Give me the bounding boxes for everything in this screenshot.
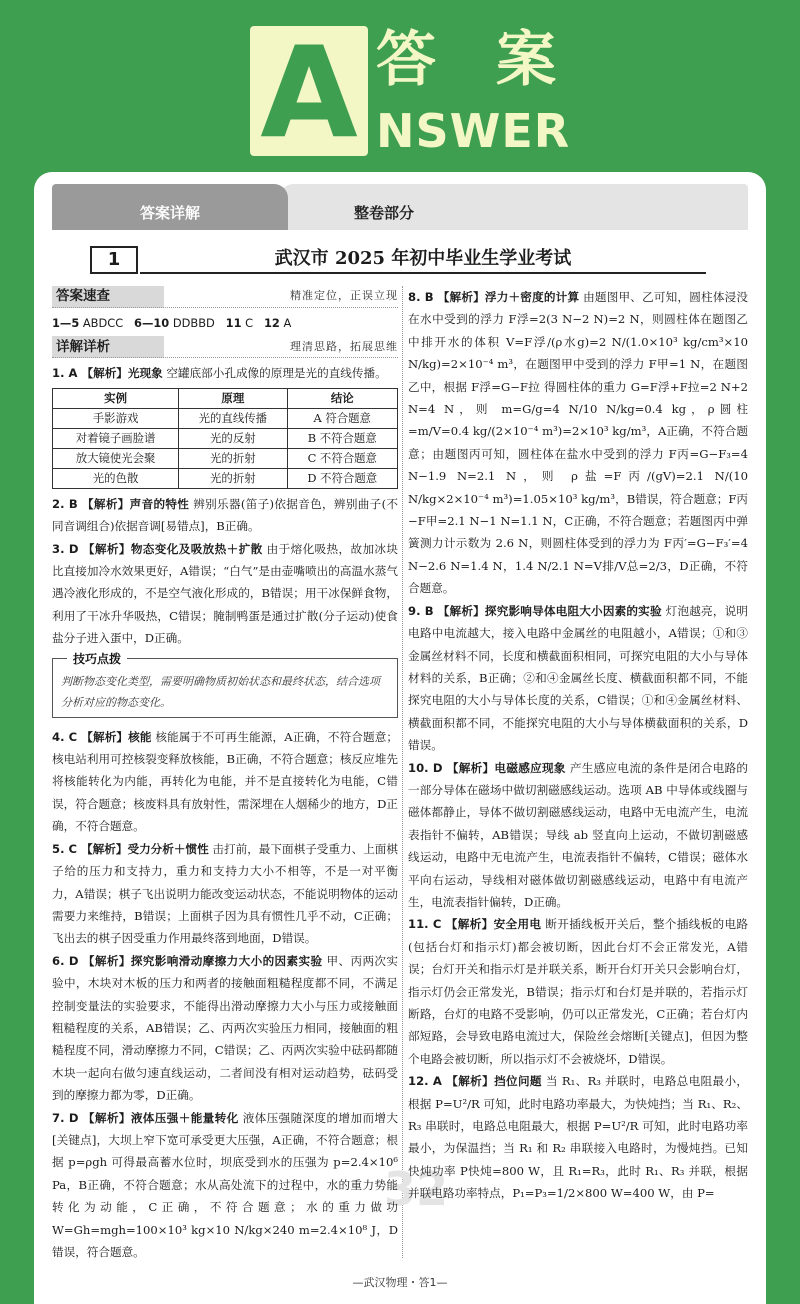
table-cell: A 符合题意 <box>287 408 398 428</box>
answer-item-10 <box>408 757 748 914</box>
answer-title-char-1: 答 <box>376 25 436 95</box>
answer-subtitle: NSWER <box>376 104 571 158</box>
answer-head: 9. B 【解析】探究影响导体电阻大小因素的实验 <box>408 603 662 618</box>
answer-item-9 <box>408 600 748 757</box>
answer-logo-box <box>250 19 368 166</box>
table-cell: 放大镜使光会聚 <box>53 448 179 468</box>
right-column <box>408 286 748 1205</box>
column-divider <box>402 286 403 1258</box>
quick-answer: C <box>245 316 254 330</box>
answer-text: 产生感应电流的条件是闭合电路的一部分导体在磁场中做切割磁感线运动。选项 AB 中导体或线圈与磁体都静止，导体不做切割磁感线运动，电路中无电流产生，电流表指针不偏转，AB错误；导线 ab 竖直向上运动，不做切割磁感线运动，电路中无电流产生，电流表指针不偏转，C错误；磁体水平向右运动，导线相对磁体做切割磁感线运动，电路中有电流产生，电流表指针偏转，D正确。 <box>408 760 748 909</box>
table-cell: D 不符合题意 <box>287 468 398 488</box>
tab-answer-detail[interactable] <box>52 184 288 230</box>
table-row <box>53 448 398 468</box>
answer-head: 4. C 【解析】核能 <box>52 729 152 744</box>
answer-text: 断开插线板开关后，整个插线板的电路(包括台灯和指示灯)都会被切断，因此台灯不会正常发光，A错误；台灯开关和指示灯是并联关系，断开台灯开关只会影响台灯，指示灯仍会正常发光，B错误；指示灯和台灯是并联的，若指示灯断路，台灯的电路不受影响，仍可以正常发光，C正确；若台灯内部短路，会导致电路电流过大，保险丝会熔断[关键点]，但因为整个电路会被切断，所以指示灯不会被烧坏，D错误。 <box>408 917 748 1066</box>
answer-head: 10. D 【解析】电磁感应现象 <box>408 760 566 775</box>
watermark: 32 <box>384 1162 449 1216</box>
page-footer: —武汉物理・答1— <box>352 1276 448 1289</box>
answer-logo-letter: A <box>260 19 358 166</box>
quick-range: 11 <box>225 316 242 330</box>
tab-whole-paper[interactable] <box>278 184 748 230</box>
answer-text: 空罐底部小孔成像的原理是光的直线传播。 <box>166 366 387 381</box>
table-header: 结论 <box>287 388 398 408</box>
table-header: 实例 <box>53 388 179 408</box>
quick-answer-list <box>52 312 398 334</box>
table-cell: 手影游戏 <box>53 408 179 428</box>
answer-item-3 <box>52 538 398 650</box>
section-title: 详解详析 <box>56 338 110 355</box>
quick-answer: ABDCC <box>82 316 124 330</box>
answer-text: 由题图甲、乙可知，圆柱体浸没在水中受到的浮力 F浮=2(3 N−2 N)=2 N，则圆柱体在题图乙中排开水的体积 V=F浮/(ρ水g)=2 N/(1.0×10³ kg/cm³×10 N/kg)=2×10⁻⁴ m³，在题图甲中受到的浮力 F甲=1 N，在题图乙中，根据 F浮=G−F拉 得圆柱体的重力 G=F浮+F拉=2 N+2 N=4 N，则 m=G/g=4 N/10 N/kg=0.4 kg，ρ圆柱=m/V=0.4 kg/(2×10⁻⁴ m³)=2×10³ kg/m³，A正确，不符合题意；由题图丙可知，圆柱体在盐水中受到的浮力 F丙=G−F₃=4 N−1.9 N=2.1 N，则 ρ盐=F丙/(gV)=2.1 N/(10 N/kg×2×10⁻⁴ m³)=1.05×10³ kg/m³，B错误，符合题意；F丙−F甲=2.1 N−1 N=1.1 N，C正确，不符合题意；若题图丙中弹簧测力计示数为 2.6 N，则圆柱体受到的浮力为 F丙′=G−F₃′=4 N−2.6 N=1.4 N，1.4 N/2.1 N=V排/V总=2/3，D正确，不符合题意。 <box>408 290 748 596</box>
exam-title: 武汉市 2025 年初中毕业生学业考试 <box>140 246 706 274</box>
table-row <box>53 408 398 428</box>
answer-text: 核能属于不可再生能源，A正确，不符合题意；核电站利用可控核裂变释放核能，B正确，不符合题意；核反应堆先将核能转化为内能，再转化为电能，并不是直接转化为电能，C错误，符合题意；核废料具有放射性，需深埋在人烟稀少的地方，D正确，不符合题意。 <box>52 729 399 834</box>
answer-item-11 <box>408 913 748 1070</box>
answer-text: 甲、丙两次实验中，木块对木板的压力和两者的接触面粗糙程度都不同，不满足控制变量法的实验要求，不能得出滑动摩擦力大小与压力或接触面粗糙程度的关系，AB错误；乙、丙两次实验压力相同，接触面的粗糙程度不同，滑动摩擦力不同，C错误；乙、丙两次实验中砝码都随木块一起向右做匀速直线运动，二者间没有相对运动趋势，砝码受到的摩擦力都为零，D正确。 <box>52 953 399 1103</box>
section-slogan: 精准定位，正误立现 <box>290 289 398 303</box>
table-cell: 光的折射 <box>179 448 287 468</box>
table-cell: 光的色散 <box>53 468 179 488</box>
answer-head: 5. C 【解析】受力分析＋惯性 <box>52 841 209 856</box>
section-detail <box>52 336 398 358</box>
table-cell: 光的反射 <box>179 428 287 448</box>
table-row <box>53 428 398 448</box>
tip-box <box>52 651 398 718</box>
answer-table <box>52 388 398 489</box>
answer-item-5 <box>52 838 398 950</box>
answer-item-2 <box>52 493 398 538</box>
answer-paper <box>34 172 766 1304</box>
quick-range: 6—10 <box>134 316 170 330</box>
table-row <box>53 468 398 488</box>
answer-head: 11. C 【解析】安全用电 <box>408 917 542 932</box>
answer-text: 击打前，最下面棋子受重力、上面棋子给的压力和支持力，重力和支持力大小不相等，不是一对平衡力，A错误；棋子飞出说明力能改变运动状态，不能说明物体的运动需要力来维持，B错误；上面棋子因为具有惯性几乎不动，C正确；飞出去的棋子因受重力作用最终落到地面，D错误。 <box>52 841 398 946</box>
tab-answer-detail-label: 答案详解 <box>139 204 200 222</box>
answer-title-char-2: 案 <box>496 25 556 95</box>
answer-item-7 <box>52 1107 398 1264</box>
quick-answer: A <box>283 316 292 330</box>
table-cell: 光的直线传播 <box>179 408 287 428</box>
answer-title <box>376 24 556 96</box>
answer-text: 灯泡越亮，说明电路中电流越大，接入电路中金属丝的电阻越小，A错误；①和③金属丝材料不同，长度和横截面积相同，可探究电阻的大小与导体材料的关系，B正确；②和④金属丝长度、横截面积都不同，不能探究电阻的大小与导体长度的关系，C错误；①和④金属丝材料、横截面积都不同，不能探究电阻的大小与导体横截面积的关系，D错误。 <box>408 603 748 753</box>
answer-head: 7. D 【解析】液体压强＋能量转化 <box>52 1110 239 1125</box>
answer-item-4 <box>52 726 398 838</box>
tab-whole-paper-label: 整卷部分 <box>354 204 415 222</box>
answer-head: 1. A 【解析】光现象 <box>52 366 163 381</box>
section-quick-answers <box>52 286 398 308</box>
table-cell: 光的折射 <box>179 468 287 488</box>
answer-header <box>0 0 800 175</box>
left-column <box>52 286 398 1263</box>
table-header: 原理 <box>179 388 287 408</box>
tip-text: 判断物态变化类型，需要明确物质初始状态和最终状态，结合选项分析对应的物态变化。 <box>61 674 380 709</box>
answer-head: 2. B 【解析】声音的特性 <box>52 496 190 511</box>
answer-item-8 <box>408 286 748 600</box>
answer-item-1 <box>52 362 398 384</box>
quick-range: 1—5 <box>52 316 80 330</box>
table-cell: 对着镜子画脸谱 <box>53 428 179 448</box>
answer-item-12 <box>408 1070 748 1204</box>
quick-range: 12 <box>264 316 280 330</box>
exam-number: 1 <box>90 246 138 274</box>
answer-head: 6. D 【解析】探究影响滑动摩擦力大小的因素实验 <box>52 953 323 968</box>
answer-item-6 <box>52 950 398 1107</box>
section-title: 答案速查 <box>56 288 110 305</box>
answer-head: 12. A 【解析】挡位问题 <box>408 1074 542 1089</box>
answer-text: 辨别乐器(笛子)依据音色，辨别曲子(不同音调组合)依据音调[易错点]，B正确。 <box>52 496 399 534</box>
answer-text: 液体压强随深度的增加而增大[关键点]，大坝上窄下宽可承受更大压强，A正确，不符合题意；根据 p=ρgh 可得最高蓄水位时，坝底受到水的压强为 p=2.4×10⁶ Pa，B正确，不符合题意；水从高处流下的过程中，水的重力势能转化为动能，C正确，不符合题意；水的重力做功 W=Gh=mgh=100×10³ kg×10 N/kg×240 m=2.4×10⁸ J，D错误，符合题意。 <box>52 1110 399 1259</box>
answer-text: 当 R₁、R₃ 并联时，电路总电阻最小，根据 P=U²/R 可知，此时电路功率最大，为快炖挡；当 R₁、R₂、R₃ 串联时，电路总电阻最大，根据 P=U²/R 可知，此时电路功率最小，为保温挡；当 R₁ 和 R₂ 串联接入电路时，为慢炖挡。已知快炖功率 P快炖=800 W，且 R₁=R₃，此时 R₁、R₃ 并联，根据并联电路功率特点，P₁=P₃=1/2×800 W=400 W，由 P= <box>408 1074 748 1201</box>
answer-head: 8. B 【解析】浮力＋密度的计算 <box>408 290 580 304</box>
table-cell: C 不符合题意 <box>287 448 398 468</box>
quick-answer: DDBBD <box>172 316 215 330</box>
tip-title: 技巧点拨 <box>67 649 127 670</box>
table-cell: B 不符合题意 <box>287 428 398 448</box>
section-slogan: 理清思路，拓展思维 <box>290 339 398 353</box>
tab-bar <box>52 184 748 230</box>
answer-head: 3. D 【解析】物态变化及吸放热＋扩散 <box>52 541 263 556</box>
answer-text: 由于熔化吸热，故加冰块比直接加冷水效果更好，A错误；“白气”是由壶嘴喷出的高温水蒸气遇冷液化形成的，不是空气液化形成的，B错误；用干冰保鲜食物，利用了干冰升华吸热，C错误；腌制鸭蛋是通过扩散(分子运动)使食盐分子进入蛋中，D正确。 <box>52 541 399 646</box>
